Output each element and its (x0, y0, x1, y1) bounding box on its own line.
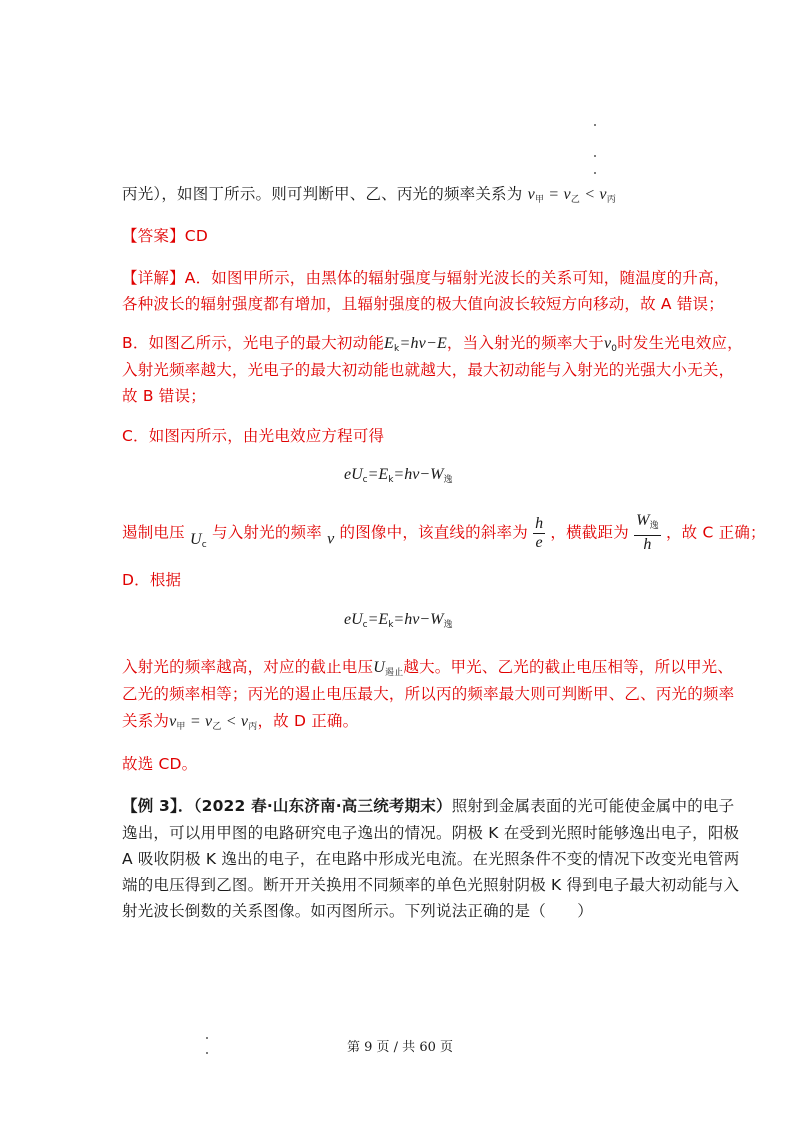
frequency-symbol: ν (327, 530, 335, 548)
text-fragment: ，当入射光的频率大于 (446, 334, 604, 352)
example-line4: 端的电压得到乙图。断开开关换用不同频率的单色光照射阴极 K 得到电子最大初动能与入 (122, 876, 740, 894)
text-fragment: 照射到金属表面的光可能使金属中的电子 (451, 797, 735, 815)
frequency-relation-2: $\nu_甲 = \nu_乙 < \nu_丙$ (169, 713, 258, 732)
decorative-dot (594, 124, 596, 126)
text-fragment: 关系为 (122, 712, 170, 730)
text-fragment: 入射光的频率越高，对应的截止电压 (122, 658, 374, 676)
kinetic-energy-formula: $E_k=h\nu-E$ (384, 335, 447, 354)
text-fragment: 时发生光电效应， (617, 334, 743, 352)
detail-b-line1 (122, 331, 743, 354)
text-fragment: 的图像中，该直线的斜率为 (339, 523, 528, 542)
example-line3: A 吸收阴极 K 逸出的电子，在电路中形成光电流。在光照条件不变的情况下改变光电管两 (122, 850, 740, 868)
detail-d-line4 (122, 709, 358, 732)
text-fragment: 丙光），如图丁所示。则可判断甲、乙、丙光的频率关系为 (122, 185, 523, 203)
choose-line: 故选 CD。 (122, 755, 198, 773)
photoelectric-equation-2: $eU_c=E_k=h\nu-W_逸$ (344, 611, 453, 630)
detail-d-line3: 乙光的频率相等；丙光的遏止电压最大，所以丙的频率最大则可判断甲、乙、丙光的频率 (122, 685, 735, 703)
cutoff-voltage-symbol: $U_{遏止}$ (373, 659, 404, 678)
detail-d-line1: D．根据 (122, 571, 182, 589)
detail-b-line2: 入射光频率越大，光电子的最大初动能也就越大，最大初动能与入射光的光强大小无关， (122, 361, 735, 379)
detail-a-line1: 【详解】A．如图甲所示，由黑体的辐射强度与辐射光波长的关系可知，随温度的升高， (122, 269, 730, 287)
threshold-frequency: $\nu_0$ (603, 335, 618, 354)
slope-fraction: $\frac{h}{e}$ (535, 514, 544, 551)
intercept-fraction: $\frac{W_逸}{h}$ (636, 512, 659, 553)
text-fragment: B．如图乙所示，光电子的最大初动能 (122, 334, 385, 352)
detail-d-line2 (122, 655, 733, 678)
decorative-dot (594, 155, 596, 157)
example-label: 【例 3】．（2022 春·山东济南·高三统考期末） (122, 797, 452, 815)
detail-c-line2 (122, 512, 766, 554)
photoelectric-equation: $eU_c=E_k=h\nu-W_逸$ (344, 466, 453, 485)
text-fragment: ，故 D 正确。 (257, 712, 359, 730)
page-footer: 第 9 页 / 共 60 页 (347, 1040, 453, 1055)
text-fragment: 越大。甲光、乙光的截止电压相等，所以甲光、 (403, 658, 734, 676)
text-fragment: ，故 C 正确； (665, 523, 766, 542)
example-line2: 逸出，可以用甲图的电路研究电子逸出的情况。阴极 K 在受到光照时能够逸出电子，阳极 (122, 824, 740, 842)
stopping-voltage-symbol: $U_c$ (189, 530, 207, 550)
answer-line: 【答案】CD (122, 227, 208, 245)
frequency-relation: $\nu_甲 = \nu_乙 < \nu_丙$ (527, 186, 616, 205)
example-line1 (122, 794, 734, 816)
detail-b-line3: 故 B 错误； (122, 387, 206, 405)
detail-a-line2: 各种波长的辐射强度都有增加，且辐射强度的极大值向波长较短方向移动，故 A 错误； (122, 295, 724, 313)
text-line (122, 182, 616, 205)
text-fragment: 与入射光的频率 (212, 523, 322, 542)
text-fragment: 遏制电压 (122, 523, 185, 542)
detail-c-line1: C．如图丙所示，由光电效应方程可得 (122, 427, 385, 445)
text-fragment: ，横截距为 (550, 523, 629, 542)
decorative-dot (594, 172, 596, 174)
example-line5: 射光波长倒数的关系图像。如丙图所示。下列说法正确的是（ ） (122, 902, 594, 920)
